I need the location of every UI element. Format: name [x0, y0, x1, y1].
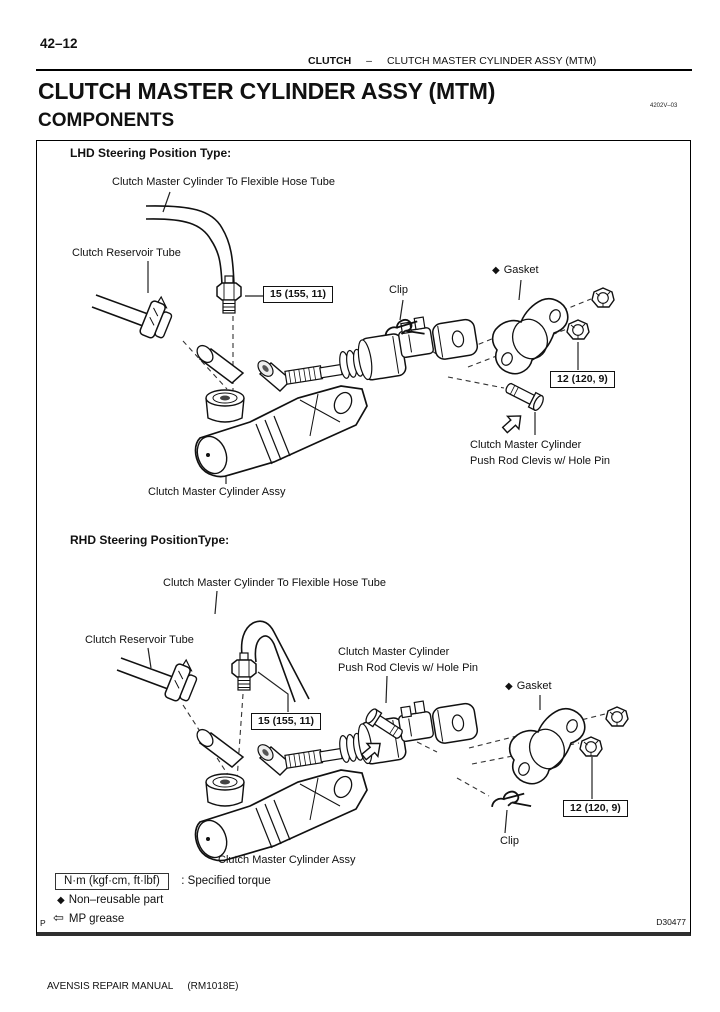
rhd-master-cylinder-assy	[192, 693, 480, 861]
lhd-master-cylinder-assy	[192, 309, 480, 477]
rhd-clevis-label	[338, 644, 478, 676]
lhd-mount-nut-torque: 12 (120, 9)	[550, 371, 615, 388]
rhd-reservoir-tube-label: Clutch Reservoir Tube	[85, 634, 194, 646]
legend-mp-grease	[53, 910, 124, 926]
page-title: CLUTCH MASTER CYLINDER ASSY (MTM)	[38, 78, 496, 104]
lhd-reservoir-tube-label: Clutch Reservoir Tube	[72, 247, 181, 259]
rhd-nut	[606, 707, 628, 726]
legend-torque-desc: : Specified torque	[181, 875, 271, 887]
rhd-hose-union-torque: 15 (155, 11)	[251, 713, 321, 730]
rhd-hose-tube-label: Clutch Master Cylinder To Flexible Hose Tube	[163, 577, 386, 589]
lhd-clevis-pin	[503, 380, 545, 412]
running-header-section: CLUTCH	[308, 55, 352, 67]
rhd-clevis-label-line1: Clutch Master Cylinder	[338, 646, 450, 658]
lhd-gasket-label	[492, 264, 539, 276]
lhd-heading: LHD Steering Position Type:	[70, 146, 232, 160]
rhd-assy-label: Clutch Master Cylinder Assy	[218, 854, 356, 866]
non-reusable-diamond-icon: ◆	[57, 895, 65, 906]
rhd-reservoir-tube	[117, 657, 202, 705]
rhd-gasket-label-text: Gasket	[516, 680, 552, 692]
lhd-gasket-label-text: Gasket	[503, 264, 539, 276]
legend-mp-grease-text: MP grease	[68, 913, 125, 925]
legend-torque-row	[55, 871, 271, 890]
running-header-separator: –	[366, 55, 373, 67]
corner-mark: P	[40, 918, 46, 928]
mp-grease-arrow-icon: ⇦	[53, 910, 64, 925]
section-subtitle: COMPONENTS	[38, 110, 175, 131]
legend-non-reusable	[57, 894, 163, 906]
page-footer	[47, 981, 238, 992]
rhd-gasket-label	[505, 680, 552, 692]
rhd-clevis-label-line2: Push Rod Clevis w/ Hole Pin	[338, 662, 479, 674]
lhd-clip-label: Clip	[389, 284, 408, 296]
lhd-mp-grease-arrow	[499, 410, 526, 437]
legend-non-reusable-text: Non–reusable part	[68, 894, 164, 906]
lhd-assy-label: Clutch Master Cylinder Assy	[148, 486, 286, 498]
non-reusable-diamond-icon: ◆	[505, 681, 513, 692]
revision-code: 4202V–03	[650, 103, 678, 109]
rhd-heading: RHD Steering PositionType:	[70, 533, 230, 547]
lhd-clevis-label	[470, 437, 610, 469]
lhd-gasket	[493, 299, 568, 374]
rhd-mount-nut-torque: 12 (120, 9)	[563, 800, 628, 817]
footer-manual-name: AVENSIS REPAIR MANUAL	[47, 981, 174, 992]
rhd-hose-tube-line	[255, 636, 295, 702]
rhd-clip	[491, 790, 531, 809]
page-number: 42–12	[40, 36, 78, 51]
non-reusable-diamond-icon: ◆	[492, 265, 500, 276]
rhd-nut	[580, 737, 602, 756]
footer-manual-code: (RM1018E)	[187, 981, 239, 992]
figure-id: D30477	[656, 917, 686, 927]
header-rule	[36, 69, 692, 71]
lhd-clevis-label-line1: Clutch Master Cylinder	[470, 439, 582, 451]
running-header	[308, 55, 596, 67]
lhd-hose-union-torque: 15 (155, 11)	[263, 286, 333, 303]
rhd-flare-nut	[232, 653, 256, 690]
lhd-reservoir-tube	[92, 294, 177, 342]
lhd-clevis-label-line2: Push Rod Clevis w/ Hole Pin	[470, 455, 611, 467]
lhd-hose-tube-label: Clutch Master Cylinder To Flexible Hose Tube	[112, 176, 335, 188]
legend-torque-unit-box: N·m (kgf·cm, ft·lbf)	[55, 873, 169, 890]
rhd-clip-label: Clip	[500, 835, 519, 847]
running-header-topic: CLUTCH MASTER CYLINDER ASSY (MTM)	[387, 55, 597, 67]
lhd-nut	[592, 288, 614, 307]
lhd-flare-nut	[217, 276, 241, 313]
rhd-gasket	[510, 709, 585, 784]
lhd-nut	[567, 320, 589, 339]
rhd-diagram	[117, 591, 628, 862]
